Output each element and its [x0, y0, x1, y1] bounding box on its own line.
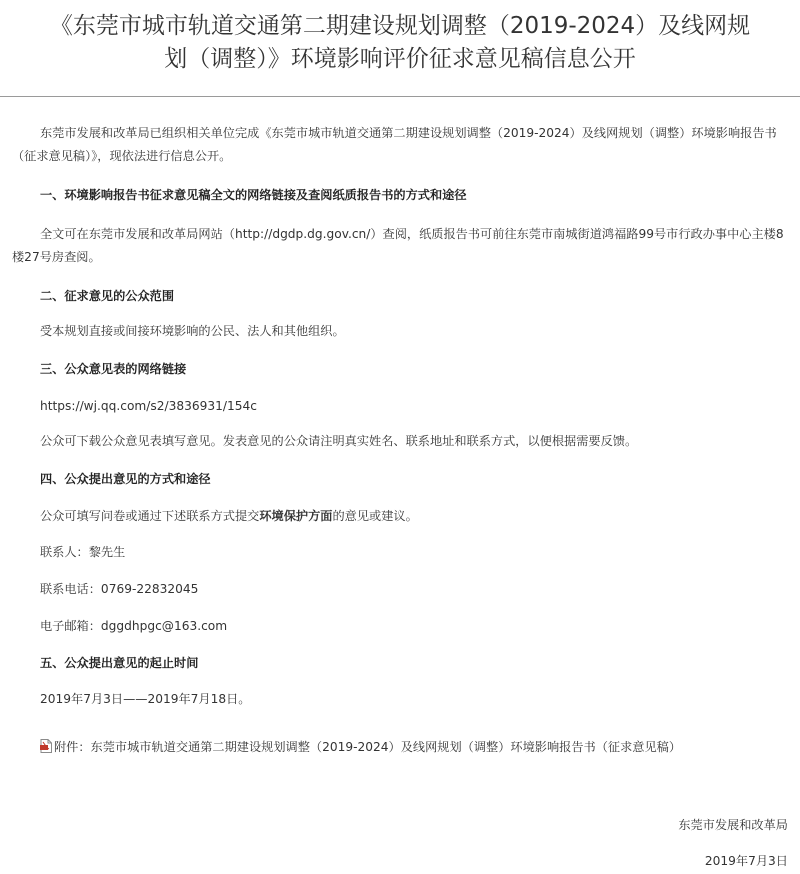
- section-3-text: 公众可下载公众意见表填写意见。发表意见的公众请注明真实姓名、联系地址和联系方式，以便根据需要反馈。: [40, 434, 638, 448]
- section-1-text-line-1: 全文可在东莞市发展和改革局网站（http://dgdp.dg.gov.cn/）查阅，纸质报告书可前往东莞市南城街道鸿福路99号市行政办事中心主楼8: [40, 227, 784, 241]
- section-4-text-before: 公众可填写问卷或通过下述联系方式提交: [40, 509, 260, 523]
- intro-line-1: 东莞市发展和改革局已组织相关单位完成《东莞市城市轨道交通第二期建设规划调整（2019-2024）及线网规划（调整）环境影响报告书: [40, 126, 777, 140]
- contact-email: 电子邮箱：dggdhpgc@163.com: [40, 619, 228, 633]
- survey-link[interactable]: https://wj.qq.com/s2/3836931/154c: [40, 399, 257, 413]
- section-1-text-line-2: 楼27号房查阅。: [12, 250, 101, 264]
- contact-person: 联系人：黎先生: [40, 545, 126, 559]
- section-3-heading: 三、公众意见表的网络链接: [40, 362, 187, 376]
- contact-phone: 联系电话：0769-22832045: [40, 582, 199, 596]
- page-title-line-1: 《东莞市城市轨道交通第二期建设规划调整（2019-2024）及线网规: [49, 13, 751, 39]
- section-1-heading: 一、环境影响报告书征求意见稿全文的网络链接及查阅纸质报告书的方式和途径: [40, 188, 467, 202]
- footer-organization: 东莞市发展和改革局: [678, 818, 788, 832]
- section-4-heading: 四、公众提出意见的方式和途径: [40, 472, 211, 486]
- pdf-icon: [40, 739, 52, 753]
- section-5-heading: 五、公众提出意见的起止时间: [40, 656, 199, 670]
- section-4-text-after: 的意见或建议。: [332, 509, 418, 523]
- comment-period: 2019年7月3日——2019年7月18日。: [40, 692, 251, 706]
- section-2-heading: 二、征求意见的公众范围: [40, 289, 175, 303]
- attachment-label[interactable]: 附件：东莞市城市轨道交通第二期建设规划调整（2019-2024）及线网规划（调整）环境影响报告书（征求意见稿）: [54, 740, 682, 754]
- section-4-text: [40, 505, 418, 527]
- page-title: [10, 10, 790, 76]
- footer-date: 2019年7月3日: [704, 854, 788, 868]
- section-2-text: 受本规划直接或间接环境影响的公民、法人和其他组织。: [40, 324, 345, 338]
- title-divider: [0, 96, 800, 97]
- section-4-text-emphasis: 环境保护方面: [259, 509, 333, 523]
- intro-line-2: （征求意见稿）》，现依法进行信息公开。: [12, 149, 232, 163]
- page-title-line-2: 划（调整）》环境影响评价征求意见稿信息公开: [164, 46, 636, 72]
- attachment-link[interactable]: [40, 736, 681, 758]
